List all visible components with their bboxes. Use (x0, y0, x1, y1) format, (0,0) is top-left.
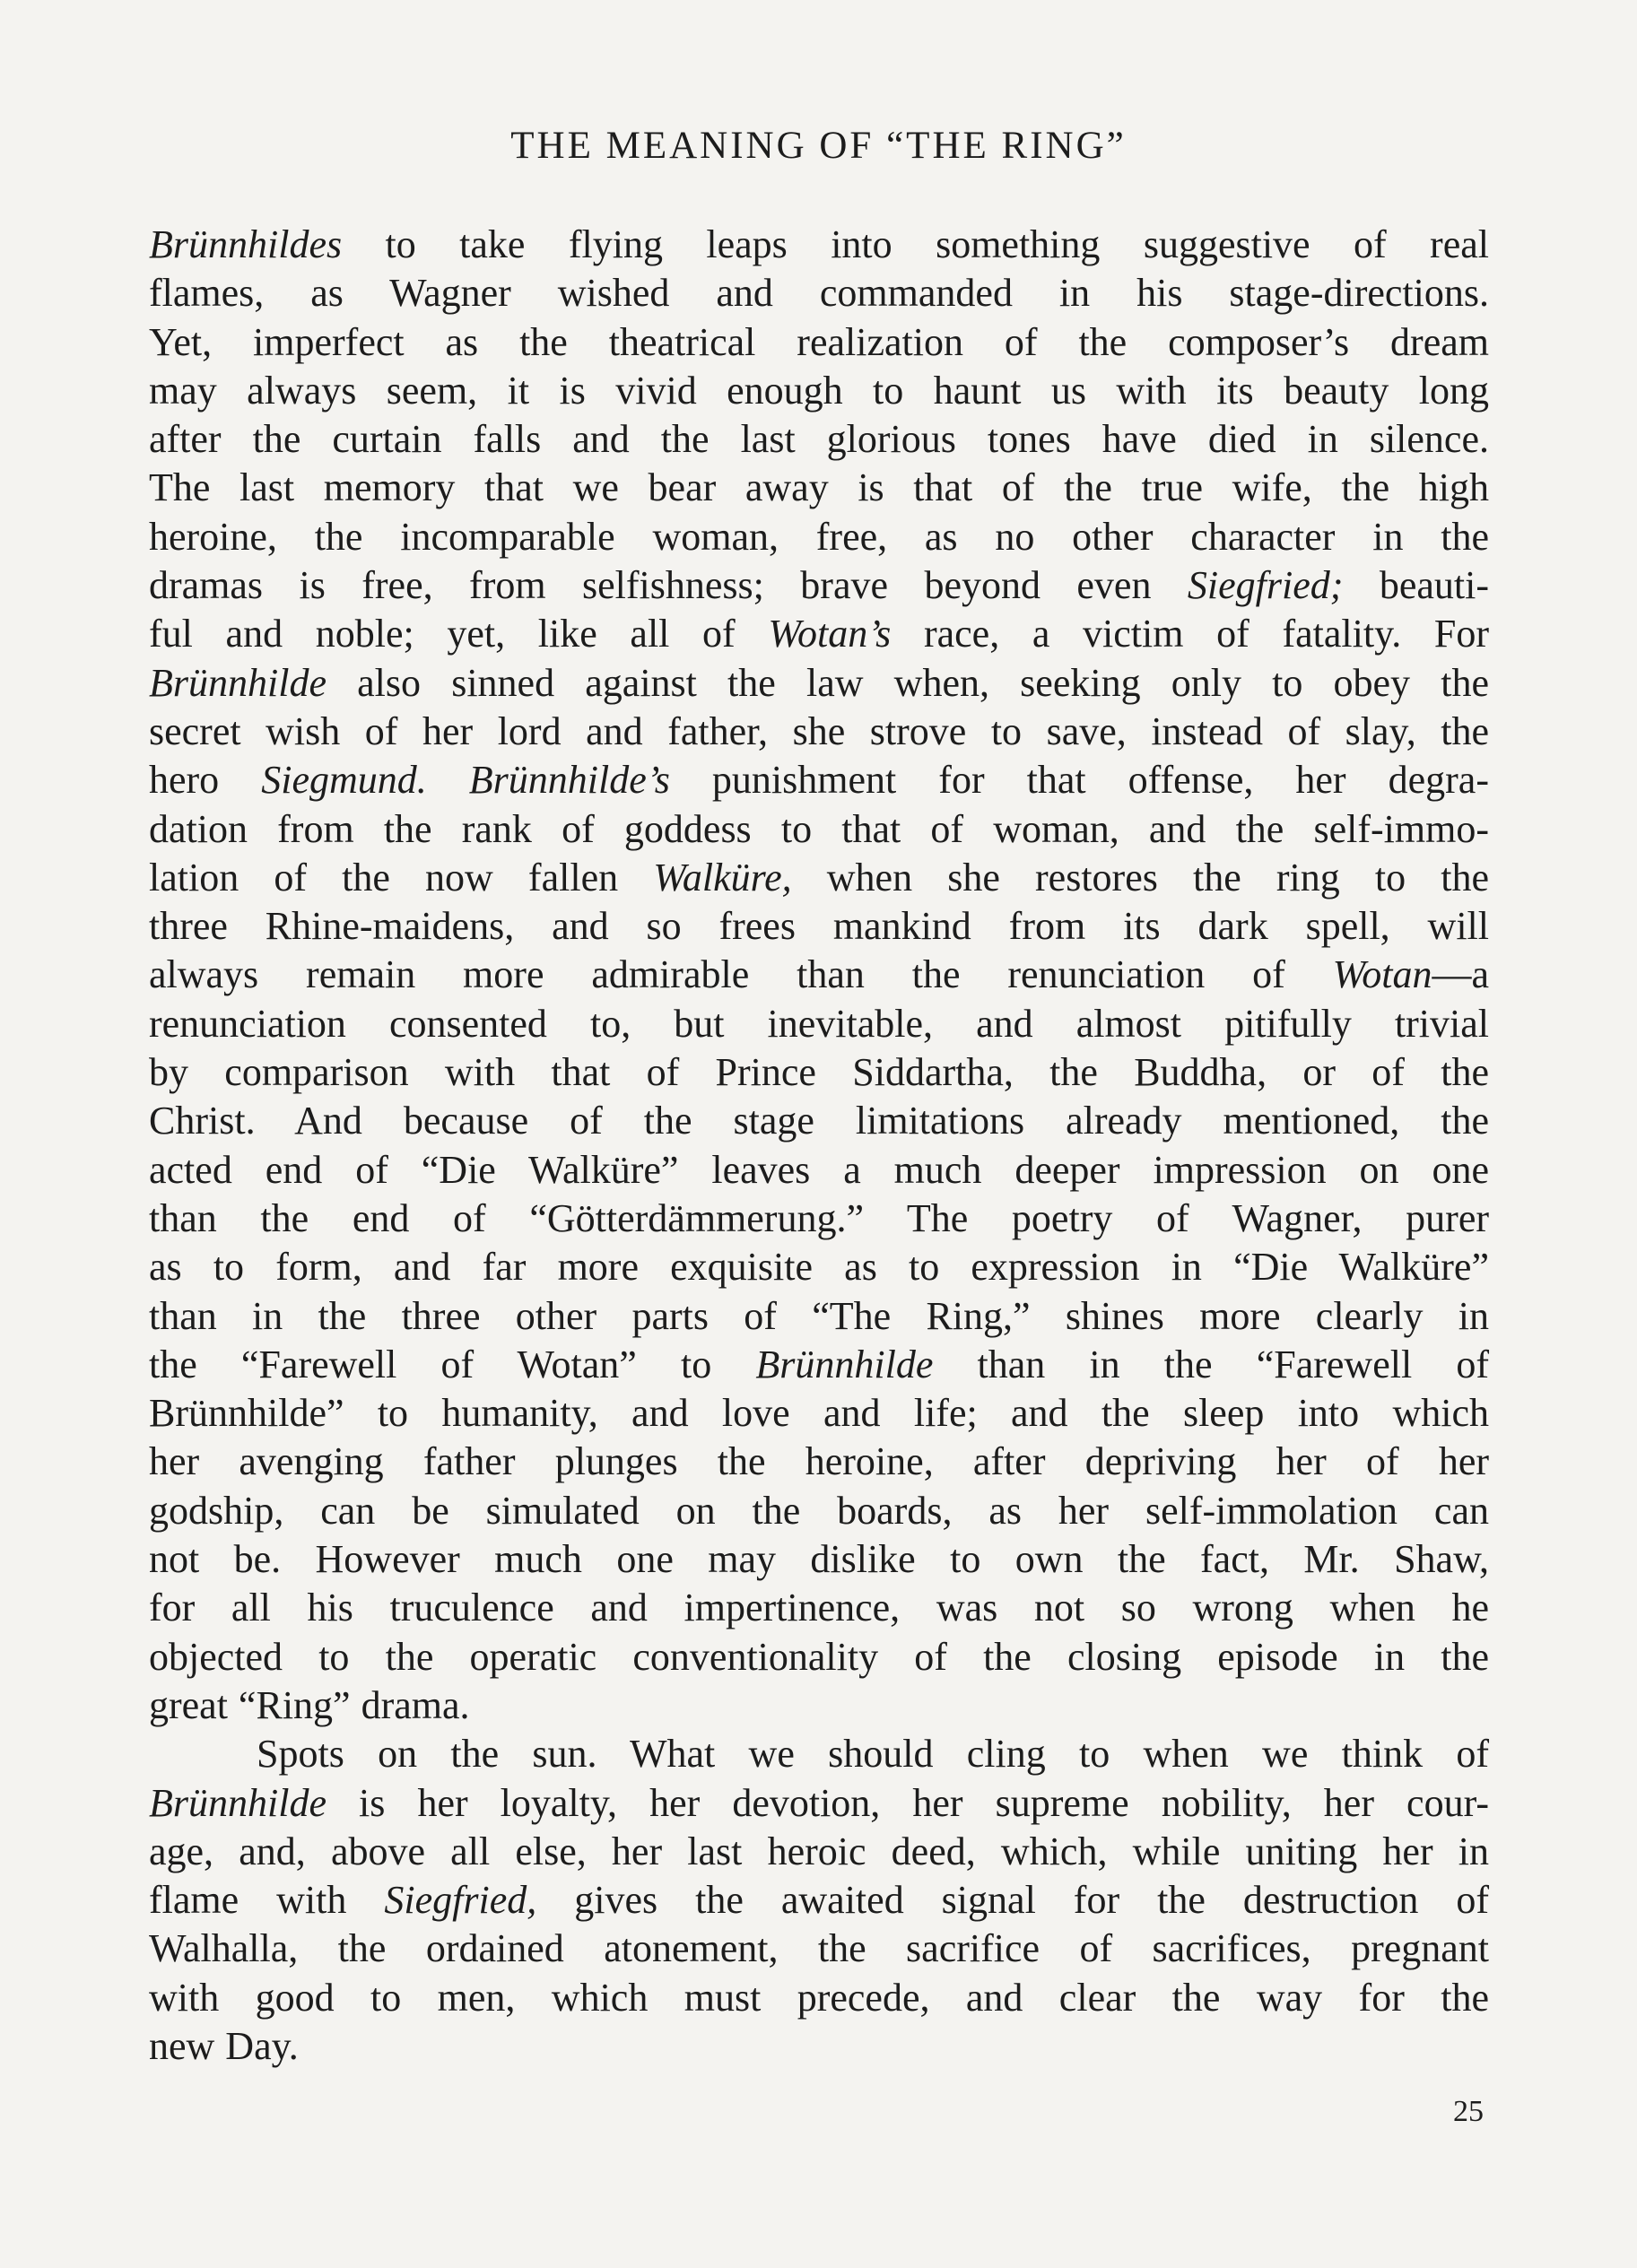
text-run: her avenging father plunges the heroine, after depriving her of her (149, 1439, 1489, 1484)
text-line (149, 415, 1489, 464)
text-line (149, 367, 1489, 415)
text-line (149, 1292, 1489, 1341)
text-line (149, 318, 1489, 367)
text-line (149, 1341, 1489, 1389)
text-line (149, 854, 1489, 902)
italic-text: Walküre, (653, 855, 792, 899)
text-run: is her loyalty, her devotion, her supreme nobility, her cour- (326, 1780, 1489, 1825)
text-line (149, 1779, 1489, 1828)
text-line (149, 805, 1489, 854)
text-line (149, 1974, 1489, 2022)
text-run: godship, can be simulated on the boards, as her self-immolation can (149, 1488, 1489, 1533)
text-line (149, 1389, 1489, 1438)
text-line (149, 2022, 1489, 2071)
text-run: always remain more admirable than the renunciation of (149, 952, 1333, 997)
text-line (149, 1584, 1489, 1632)
text-run: Spots on the sun. What we should cling to when we think of (257, 1732, 1489, 1777)
text-line (149, 1243, 1489, 1291)
text-run: Christ. And because of the stage limitations already mentioned, the (149, 1099, 1489, 1143)
italic-text: Brünnhilde (149, 660, 327, 705)
text-run: great “Ring” drama. (149, 1682, 470, 1727)
text-run: not be. However much one may dislike to own the fact, Mr. Shaw, (149, 1537, 1489, 1582)
text-run: objected to the operatic conventionality of the closing episode in the (149, 1634, 1489, 1679)
text-line (149, 1730, 1489, 1778)
text-line (149, 1925, 1489, 1973)
italic-text: Brünnhildes (149, 222, 343, 266)
text-run: renunciation consented to, but inevitable, and almost pitifully trivial (149, 1001, 1489, 1046)
running-head: THE MEANING OF “THE RING” (510, 125, 1127, 167)
text-line (149, 951, 1489, 999)
text-line (149, 708, 1489, 756)
text-line (149, 610, 1489, 658)
text-run: also sinned against the law when, seeking only to obey the (326, 660, 1489, 705)
italic-text: Wotan’s (768, 612, 892, 656)
text-run: gives the awaited signal for the destruction of (536, 1878, 1490, 1923)
text-line (149, 756, 1489, 804)
text-run: dation from the rank of goddess to that of woman, and the self-immo- (149, 806, 1489, 851)
text-line (149, 221, 1489, 269)
text-run: hero (149, 758, 262, 803)
text-run: Yet, imperfect as the theatrical realization of the composer’s dream (149, 319, 1489, 364)
text-run: Walhalla, the ordained atonement, the sacrifice of sacrifices, pregnant (149, 1926, 1489, 1971)
text-run: acted end of “Die Walküre” leaves a much deeper impression on one (149, 1147, 1489, 1192)
text-run: as to form, and far more exquisite as to expression in “Die Walküre” (149, 1245, 1489, 1290)
text-run: after the curtain falls and the last glorious tones have died in silence. (149, 417, 1489, 462)
text-line (149, 1195, 1489, 1243)
text-run: by comparison with that of Prince Siddartha, the Buddha, or of the (149, 1050, 1489, 1095)
text-line (149, 1146, 1489, 1195)
text-line (149, 269, 1489, 317)
text-line (149, 1828, 1489, 1876)
text-line (149, 1535, 1489, 1584)
text-run: Brünnhilde” to humanity, and love and life; and the sleep into which (149, 1391, 1489, 1436)
text-run: three Rhine-maidens, and so frees mankind from its dark spell, will (149, 904, 1489, 949)
text-line (149, 1097, 1489, 1145)
text-run: for all his truculence and impertinence, was not so wrong when he (149, 1586, 1489, 1630)
text-run: than in the “Farewell of (933, 1342, 1489, 1386)
text-line (149, 1633, 1489, 1681)
text-line (149, 561, 1489, 610)
text-run: ful and noble; yet, like all of (149, 612, 769, 656)
text-run: lation of the now fallen (149, 855, 654, 899)
text-run: flame with (149, 1878, 385, 1923)
text-run: new Day. (149, 2023, 299, 2068)
text-run: dramas is free, from selfishness; brave beyond even (149, 563, 1188, 608)
text-line (149, 902, 1489, 951)
text-run: may always seem, it is vivid enough to haunt us with its beauty long (149, 368, 1489, 413)
text-line (149, 1438, 1489, 1486)
text-run: flames, as Wagner wished and commanded in his stage-directions. (149, 271, 1489, 316)
text-line (149, 1876, 1489, 1925)
text-run: secret wish of her lord and father, she strove to save, instead of slay, the (149, 708, 1489, 753)
text-run: the “Farewell of Wotan” to (149, 1342, 756, 1386)
text-run: The last memory that we bear away is that of the true wife, the high (149, 465, 1489, 510)
text-line (149, 513, 1489, 561)
text-run: age, and, above all else, her last heroic deed, which, while uniting her in (149, 1829, 1489, 1873)
text-line (149, 1048, 1489, 1097)
text-run: punishment for that offense, her degra- (669, 758, 1489, 803)
text-run: when she restores the ring to the (791, 855, 1490, 899)
italic-text: Siegfried, (384, 1878, 537, 1923)
text-line (149, 659, 1489, 708)
text-run: —a (1432, 952, 1489, 997)
italic-text: Brünnhilde (755, 1342, 934, 1386)
text-run: than the end of “Götterdämmerung.” The poetry of Wagner, purer (149, 1195, 1489, 1240)
text-line (149, 1000, 1489, 1048)
text-run: than in the three other parts of “The Ring,” shines more clearly in (149, 1293, 1489, 1338)
text-line (149, 1681, 1489, 1730)
italic-text: Brünnhilde (149, 1780, 327, 1825)
text-run: heroine, the incomparable woman, free, as no other character in the (149, 514, 1489, 559)
italic-text: Siegfried; (1187, 563, 1344, 608)
text-run: with good to men, which must precede, and clear the way for the (149, 1975, 1489, 2020)
text-line (149, 464, 1489, 512)
body-text (149, 221, 1489, 2071)
text-line (149, 1487, 1489, 1535)
text-run: to take flying leaps into something suggestive of real (342, 222, 1489, 266)
text-run: race, a victim of fatality. For (891, 612, 1489, 656)
italic-text: Wotan (1332, 952, 1432, 997)
text-run: beauti- (1343, 563, 1489, 608)
page-number: 25 (1453, 2095, 1484, 2128)
italic-text: Siegmund. Brünnhilde’s (261, 758, 670, 803)
